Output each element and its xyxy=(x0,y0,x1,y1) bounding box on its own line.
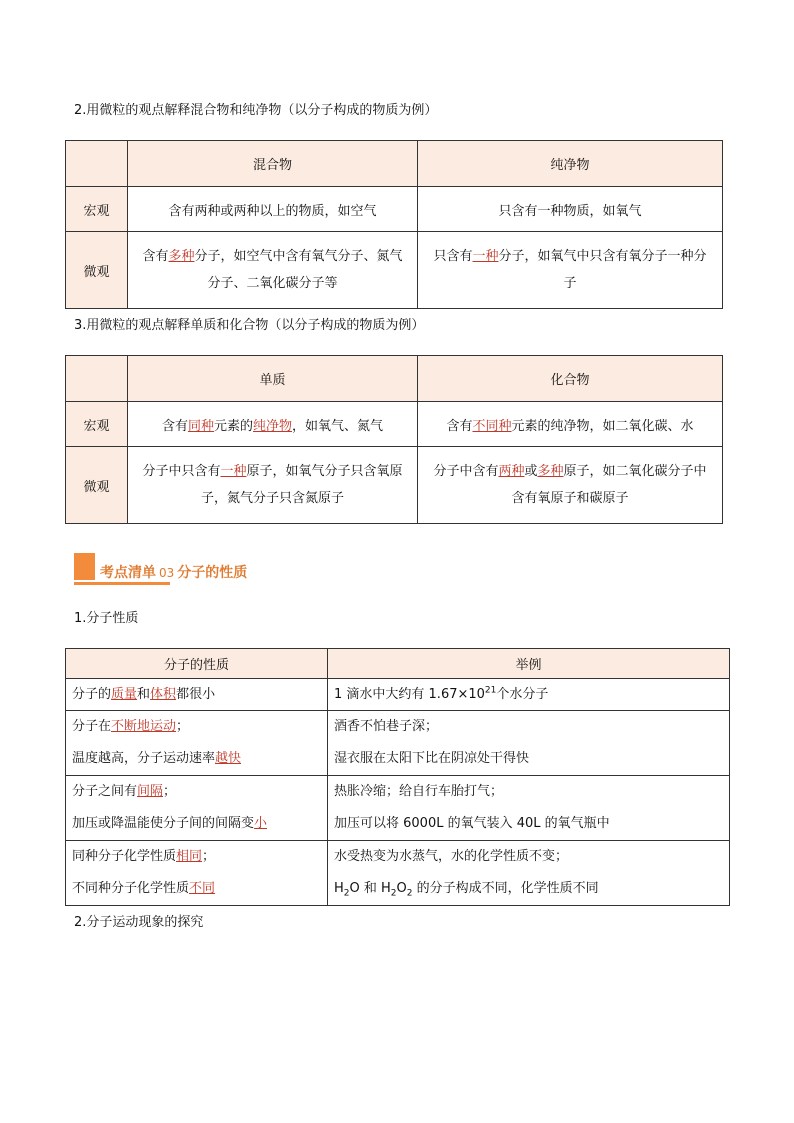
key-term: 间隔 xyxy=(137,784,164,799)
property-cell xyxy=(66,679,328,711)
cell-line xyxy=(72,711,321,743)
table-row xyxy=(66,711,730,776)
cell-line xyxy=(72,841,321,873)
table-row xyxy=(66,232,723,309)
element-macro-cell xyxy=(128,402,418,447)
cell-line xyxy=(72,808,321,840)
text: 同种分子化学性质 xyxy=(72,849,177,864)
key-term: 不断地运动 xyxy=(111,719,177,734)
header-empty-cell xyxy=(66,141,128,187)
table-row xyxy=(66,447,723,524)
molecule-properties-table xyxy=(65,648,730,906)
key-term: 纯净物 xyxy=(253,418,293,434)
cell-line: 酒香不怕巷子深； xyxy=(334,719,439,734)
property-cell xyxy=(66,776,328,841)
mixture-macro-cell: 含有两种或两种以上的物质，如空气 xyxy=(128,187,418,232)
superscript: 21 xyxy=(484,685,497,696)
key-term: 不同 xyxy=(189,881,216,896)
banner-square-icon xyxy=(74,553,95,580)
cell-line xyxy=(72,743,321,775)
text: 温度越高，分子运动速率 xyxy=(72,751,216,766)
text: 加压或降温能使分子间的间隔变 xyxy=(72,816,255,831)
table-row xyxy=(66,402,723,447)
compound-micro-cell xyxy=(418,447,723,524)
text: 分子在 xyxy=(72,719,112,734)
key-term: 多种 xyxy=(537,464,564,479)
text: 分子中含有 xyxy=(433,464,499,479)
key-term: 体积 xyxy=(150,686,177,702)
banner-label: 考点清单 xyxy=(100,565,156,581)
header-compound: 化合物 xyxy=(418,356,723,402)
example-cell xyxy=(328,679,730,711)
text: 分子、二氧化碳分子等 xyxy=(207,276,338,291)
cell-line: 热胀冷缩；给自行车胎打气； xyxy=(334,784,504,799)
section-2-heading: 2.用微粒的观点解释混合物和纯净物（以分子构成的物质为例） xyxy=(74,103,438,118)
key-term: 一种 xyxy=(472,249,499,264)
header-example: 举例 xyxy=(328,649,730,679)
header-empty-cell xyxy=(66,356,128,402)
row-label-micro: 微观 xyxy=(66,447,128,524)
banner-number: 03 xyxy=(159,566,175,580)
key-term: 同种 xyxy=(187,418,214,434)
properties-heading: 1.分子性质 xyxy=(74,611,139,626)
text: 分子，如氧气中只含有氧分子一种分 xyxy=(498,249,707,264)
cell-line: 加压可以将 6000L 的氧气装入 40L 的氧气瓶中 xyxy=(334,816,610,831)
property-cell xyxy=(66,711,328,776)
mixture-micro-cell xyxy=(128,232,418,309)
text: ； xyxy=(202,849,216,864)
text: 含有 xyxy=(446,418,473,434)
example-cell xyxy=(328,776,730,841)
key-term: 一种 xyxy=(220,464,247,479)
text: 不同种分子化学性质 xyxy=(72,881,190,896)
row-label-macro: 宏观 xyxy=(66,187,128,232)
key-term: 越快 xyxy=(215,751,242,766)
text: 都很小 xyxy=(176,686,216,702)
text: 分子的 xyxy=(72,686,112,702)
table-header-row xyxy=(66,141,723,187)
element-compound-table xyxy=(65,355,723,524)
table-row xyxy=(66,841,730,906)
pure-micro-cell xyxy=(418,232,723,309)
banner-underline xyxy=(74,582,170,585)
text: 原子，如二氧化碳分子中 xyxy=(563,464,707,479)
text: 分子中只含有 xyxy=(142,464,221,479)
text: 元素的 xyxy=(213,418,253,434)
subscript: 2 xyxy=(343,888,350,899)
example-cell xyxy=(328,711,730,776)
text: 只含有 xyxy=(433,249,473,264)
text: 个水分子 xyxy=(496,686,549,702)
text: O 和 H xyxy=(349,881,391,896)
header-element: 单质 xyxy=(128,356,418,402)
subscript: 2 xyxy=(406,888,413,899)
header-property: 分子的性质 xyxy=(66,649,328,679)
text: 1 滴水中大约有 1.67×10 xyxy=(334,686,485,702)
key-term: 质量 xyxy=(111,686,138,702)
key-term: 两种 xyxy=(498,464,525,479)
text: 含有 xyxy=(142,249,169,264)
row-label-micro: 微观 xyxy=(66,232,128,309)
cell-line: 湿衣服在太阳下比在阴凉处干得快 xyxy=(334,751,530,766)
text: 分子之间有 xyxy=(72,784,138,799)
cell-line xyxy=(72,873,321,905)
compound-macro-cell xyxy=(418,402,723,447)
table-header-row xyxy=(66,356,723,402)
text: 的分子构成不同，化学性质不同 xyxy=(412,881,599,896)
table-row xyxy=(66,776,730,841)
text: 或 xyxy=(524,464,538,479)
text: ； xyxy=(163,784,177,799)
cell-line xyxy=(334,873,723,905)
header-mixture: 混合物 xyxy=(128,141,418,187)
text: 和 xyxy=(137,686,151,702)
key-term: 小 xyxy=(254,816,268,831)
topic-banner xyxy=(74,552,248,590)
header-pure: 纯净物 xyxy=(418,141,723,187)
text: O xyxy=(396,881,407,896)
text: 分子，如空气中含有氧气分子、氮气 xyxy=(194,249,403,264)
key-term: 不同种 xyxy=(472,418,512,434)
key-term: 相同 xyxy=(176,849,203,864)
text: 子，氮气分子只含氮原子 xyxy=(200,491,344,506)
example-cell xyxy=(328,841,730,906)
text: H xyxy=(334,881,344,896)
banner-title xyxy=(100,562,247,582)
text: 元素的纯净物，如二氧化碳、水 xyxy=(511,418,694,434)
text: 原子，如氧气分子只含氧原 xyxy=(246,464,403,479)
subscript: 2 xyxy=(390,888,397,899)
property-cell xyxy=(66,841,328,906)
table-row xyxy=(66,187,723,232)
cell-line xyxy=(72,776,321,808)
element-micro-cell xyxy=(128,447,418,524)
text: 含有氧原子和碳原子 xyxy=(511,491,629,506)
table-header-row xyxy=(66,649,730,679)
pure-macro-cell: 只含有一种物质，如氧气 xyxy=(418,187,723,232)
explore-heading: 2.分子运动现象的探究 xyxy=(74,915,204,930)
section-3-heading: 3.用微粒的观点解释单质和化合物（以分子构成的物质为例） xyxy=(74,318,425,333)
mixture-pure-table xyxy=(65,140,723,309)
table-row xyxy=(66,679,730,711)
cell-line: 水受热变为水蒸气，水的化学性质不变； xyxy=(334,849,569,864)
text: 含有 xyxy=(161,418,188,434)
key-term: 多种 xyxy=(168,249,195,264)
text: 子 xyxy=(563,276,577,291)
text: ，如氧气、氮气 xyxy=(292,418,384,434)
row-label-macro: 宏观 xyxy=(66,402,128,447)
banner-topic: 分子的性质 xyxy=(177,565,248,581)
text: ； xyxy=(176,719,190,734)
